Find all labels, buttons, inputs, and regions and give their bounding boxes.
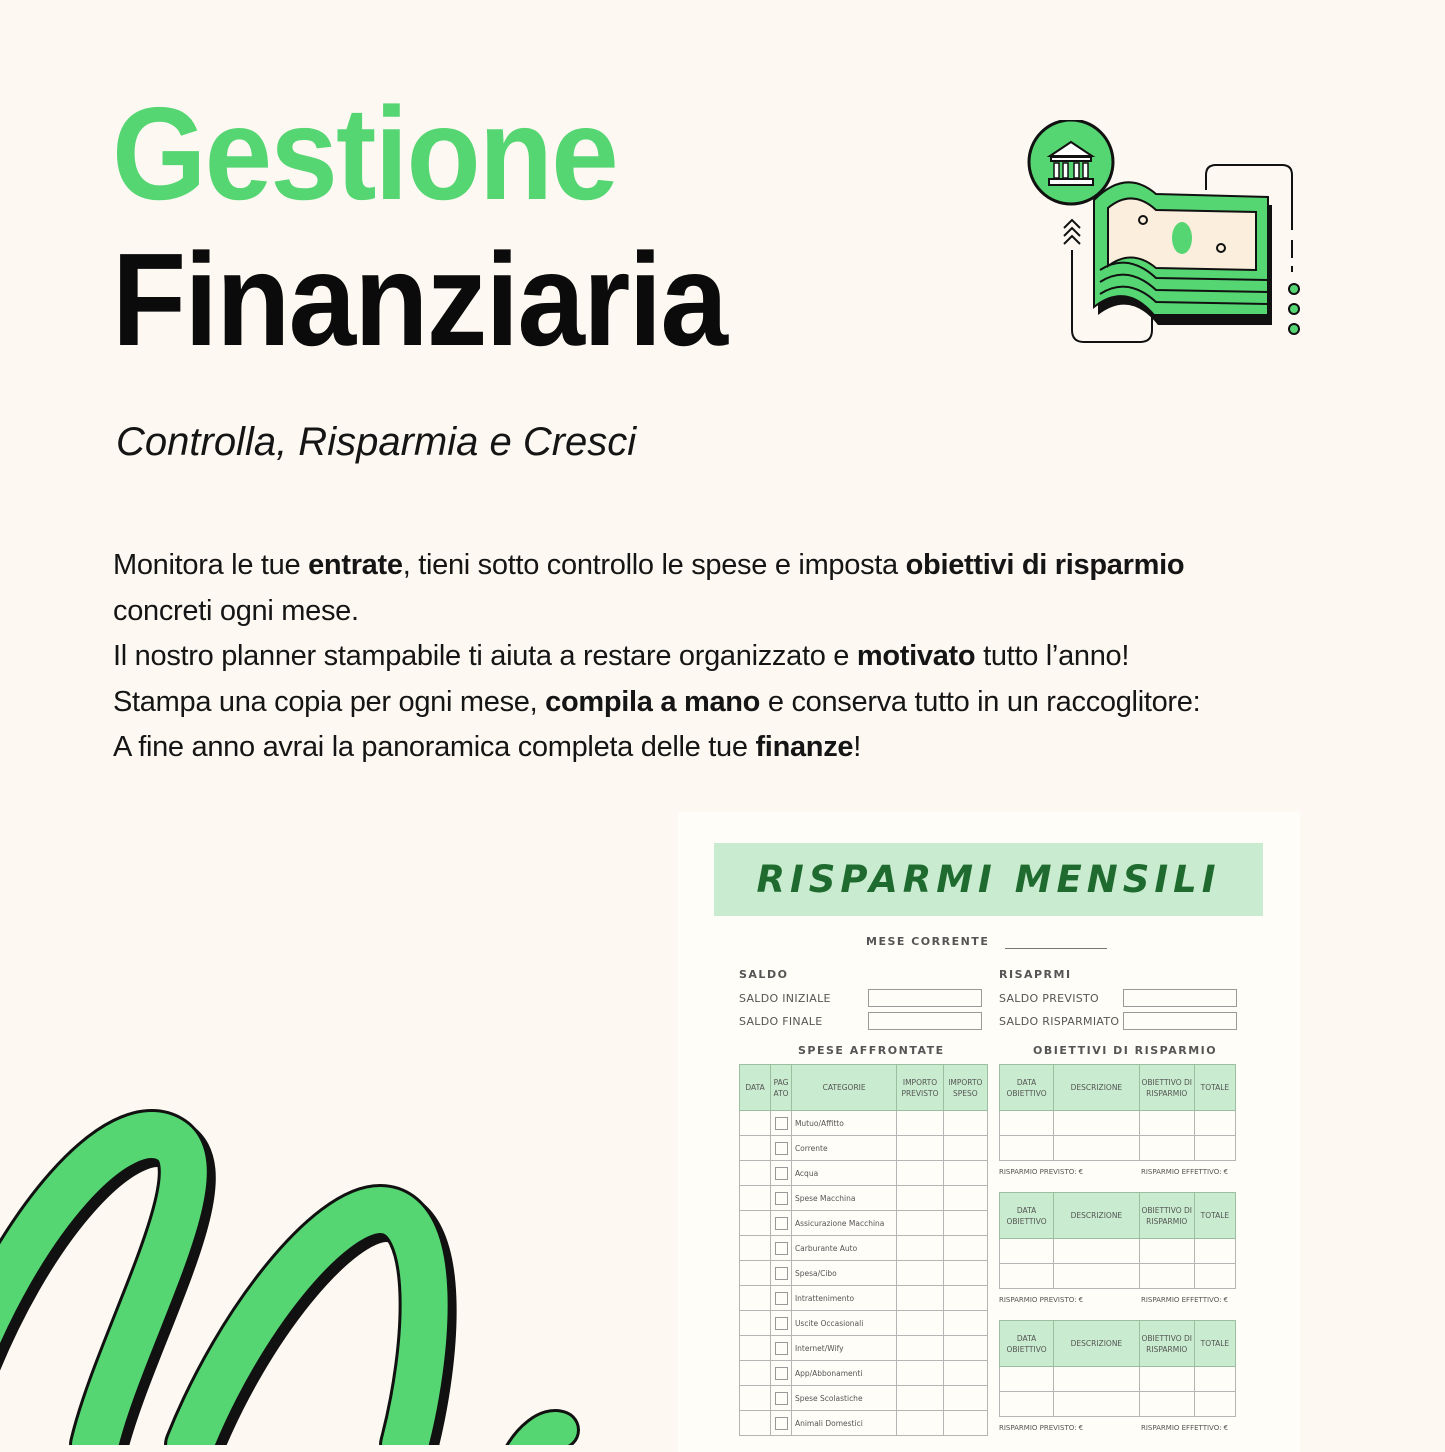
goals-col-header: DATA OBIETTIVO — [1000, 1321, 1054, 1367]
paid-checkbox[interactable] — [775, 1317, 788, 1330]
saldo-saved-label: SALDO RISPARMIATO — [999, 1015, 1120, 1028]
expenses-col-header: IMPORTO SPESO — [943, 1065, 987, 1111]
description-line-1: Monitora le tue entrate, tieni sotto controllo le spese e imposta obiettivi di risparmio — [113, 549, 1185, 581]
goal-cell[interactable] — [1054, 1392, 1140, 1417]
expense-cell[interactable] — [740, 1111, 771, 1136]
goal-cell[interactable] — [1139, 1392, 1194, 1417]
expense-cell[interactable] — [897, 1186, 943, 1211]
goal-cell[interactable] — [1194, 1264, 1235, 1289]
expense-cell[interactable] — [943, 1111, 987, 1136]
squiggle-decoration — [0, 1100, 600, 1445]
category-cell: Acqua — [791, 1161, 896, 1186]
goal-cell[interactable] — [1139, 1239, 1194, 1264]
expense-cell[interactable] — [740, 1261, 771, 1286]
goals-row — [1000, 1392, 1236, 1417]
expenses-table — [739, 1064, 988, 1436]
saldo-expected-box[interactable] — [1123, 989, 1237, 1007]
goal-cell[interactable] — [1139, 1136, 1194, 1161]
paid-checkbox[interactable] — [775, 1142, 788, 1155]
page-title-line1: Gestione — [112, 80, 617, 227]
paid-checkbox[interactable] — [775, 1267, 788, 1280]
category-cell: Uscite Occasionali — [791, 1311, 896, 1336]
paid-checkbox[interactable] — [775, 1392, 788, 1405]
goal-cell[interactable] — [1000, 1392, 1054, 1417]
paid-checkbox-cell[interactable] — [771, 1211, 792, 1236]
paid-checkbox[interactable] — [775, 1192, 788, 1205]
goals-row — [1000, 1264, 1236, 1289]
expenses-row — [740, 1261, 988, 1286]
expense-cell[interactable] — [943, 1186, 987, 1211]
saldo-saved-box[interactable] — [1123, 1012, 1237, 1030]
month-label: MESE CORRENTE — [866, 935, 990, 948]
expense-cell[interactable] — [943, 1411, 987, 1436]
expense-cell[interactable] — [897, 1136, 943, 1161]
category-cell: Intrattenimento — [791, 1286, 896, 1311]
goals-row — [1000, 1239, 1236, 1264]
goal-cell[interactable] — [1054, 1367, 1140, 1392]
paid-checkbox[interactable] — [775, 1242, 788, 1255]
description-line-4: Stampa una copia per ogni mese, compila a mano e conserva tutto in un raccoglitore: — [113, 685, 1201, 718]
paid-checkbox-cell[interactable] — [771, 1311, 792, 1336]
expenses-row — [740, 1236, 988, 1261]
category-cell: Animali Domestici — [791, 1411, 896, 1436]
category-cell: Spesa/Cibo — [791, 1261, 896, 1286]
risparmi-heading: RISAPRMI — [999, 968, 1072, 981]
goals-col-header: OBIETTIVO DI RISPARMIO — [1139, 1321, 1194, 1367]
paid-checkbox-cell[interactable] — [771, 1286, 792, 1311]
goal-cell[interactable] — [1139, 1111, 1194, 1136]
goal-cell[interactable] — [1194, 1367, 1235, 1392]
paid-checkbox-cell[interactable] — [771, 1161, 792, 1186]
planner-sheet — [678, 812, 1300, 1452]
paid-checkbox-cell[interactable] — [771, 1336, 792, 1361]
goals-col-header: DESCRIZIONE — [1054, 1065, 1140, 1111]
expenses-row — [740, 1186, 988, 1211]
expenses-col-header: DATA — [740, 1065, 771, 1111]
category-cell: Internet/Wify — [791, 1336, 896, 1361]
expense-cell[interactable] — [897, 1211, 943, 1236]
expense-cell[interactable] — [943, 1211, 987, 1236]
expense-cell[interactable] — [897, 1311, 943, 1336]
paid-checkbox[interactable] — [775, 1417, 788, 1430]
goal-cell[interactable] — [1000, 1136, 1054, 1161]
category-cell: Mutuo/Affitto — [791, 1111, 896, 1136]
actual-savings-label: RISPARMIO EFFETTIVO: € — [1141, 1424, 1229, 1432]
expenses-row — [740, 1311, 988, 1336]
goal-cell[interactable] — [1054, 1264, 1140, 1289]
expense-cell[interactable] — [897, 1236, 943, 1261]
expense-cell[interactable] — [943, 1236, 987, 1261]
paid-checkbox-cell[interactable] — [771, 1136, 792, 1161]
paid-checkbox-cell[interactable] — [771, 1261, 792, 1286]
page-subtitle: Controlla, Risparmia e Cresci — [116, 420, 637, 464]
month-line — [1005, 948, 1107, 949]
expenses-row — [740, 1161, 988, 1186]
expected-savings-label: RISPARMIO PREVISTO: € — [999, 1296, 1084, 1304]
expense-cell[interactable] — [740, 1336, 771, 1361]
expenses-row — [740, 1336, 988, 1361]
goal-cell[interactable] — [1000, 1367, 1054, 1392]
expense-cell[interactable] — [740, 1286, 771, 1311]
expenses-row — [740, 1411, 988, 1436]
expense-cell[interactable] — [943, 1386, 987, 1411]
goal-cell[interactable] — [1000, 1264, 1054, 1289]
expected-savings-label: RISPARMIO PREVISTO: € — [999, 1168, 1084, 1176]
goals-col-header: TOTALE — [1194, 1065, 1235, 1111]
category-cell: App/Abbonamenti — [791, 1361, 896, 1386]
category-cell: Corrente — [791, 1136, 896, 1161]
goal-cell[interactable] — [1054, 1239, 1140, 1264]
expected-savings-label: RISPARMIO PREVISTO: € — [999, 1424, 1084, 1432]
goal-cell[interactable] — [1194, 1239, 1235, 1264]
paid-checkbox-cell[interactable] — [771, 1411, 792, 1436]
goals-col-header: OBIETTIVO DI RISPARMIO — [1139, 1193, 1194, 1239]
saldo-final-box[interactable] — [868, 1012, 982, 1030]
expense-cell[interactable] — [943, 1361, 987, 1386]
expenses-row — [740, 1211, 988, 1236]
category-cell: Assicurazione Macchina — [791, 1211, 896, 1236]
saldo-final-label: SALDO FINALE — [739, 1015, 823, 1028]
goals-col-header: OBIETTIVO DI RISPARMIO — [1139, 1065, 1194, 1111]
paid-checkbox-cell[interactable] — [771, 1386, 792, 1411]
paid-checkbox[interactable] — [775, 1342, 788, 1355]
paid-checkbox[interactable] — [775, 1217, 788, 1230]
expense-cell[interactable] — [897, 1411, 943, 1436]
goal-cell[interactable] — [1139, 1367, 1194, 1392]
expense-cell[interactable] — [897, 1386, 943, 1411]
paid-checkbox[interactable] — [775, 1117, 788, 1130]
paid-checkbox[interactable] — [775, 1292, 788, 1305]
expenses-row — [740, 1286, 988, 1311]
paid-checkbox[interactable] — [775, 1367, 788, 1380]
goals-row — [1000, 1111, 1236, 1136]
expense-cell[interactable] — [740, 1361, 771, 1386]
expense-cell[interactable] — [740, 1311, 771, 1336]
paid-checkbox-cell[interactable] — [771, 1111, 792, 1136]
goals-col-header: TOTALE — [1194, 1193, 1235, 1239]
expense-cell[interactable] — [740, 1186, 771, 1211]
description-line-2: concreti ogni mese. — [113, 594, 359, 627]
expense-cell[interactable] — [740, 1136, 771, 1161]
category-cell: Spese Macchina — [791, 1186, 896, 1211]
expense-cell[interactable] — [943, 1161, 987, 1186]
saldo-initial-label: SALDO INIZIALE — [739, 992, 831, 1005]
goals-table — [999, 1064, 1236, 1161]
goals-col-header: DESCRIZIONE — [1054, 1193, 1140, 1239]
actual-savings-label: RISPARMIO EFFETTIVO: € — [1141, 1168, 1229, 1176]
goals-row — [1000, 1367, 1236, 1392]
planner-banner — [714, 843, 1263, 916]
goal-cell[interactable] — [1194, 1392, 1235, 1417]
goals-heading: OBIETTIVI DI RISPARMIO — [1033, 1044, 1218, 1057]
expenses-row — [740, 1386, 988, 1411]
expense-cell[interactable] — [740, 1161, 771, 1186]
goals-row — [1000, 1136, 1236, 1161]
expense-cell[interactable] — [897, 1286, 943, 1311]
description-line-5: A fine anno avrai la panoramica completa delle tue finanze! — [113, 731, 862, 763]
expense-cell[interactable] — [897, 1111, 943, 1136]
expense-cell[interactable] — [897, 1261, 943, 1286]
expense-cell[interactable] — [740, 1386, 771, 1411]
expense-cell[interactable] — [740, 1236, 771, 1261]
saldo-expected-label: SALDO PREVISTO — [999, 992, 1100, 1005]
paid-checkbox[interactable] — [775, 1167, 788, 1180]
goals-col-header: DESCRIZIONE — [1054, 1321, 1140, 1367]
expense-cell[interactable] — [943, 1286, 987, 1311]
expense-cell[interactable] — [943, 1336, 987, 1361]
expenses-row — [740, 1136, 988, 1161]
expenses-col-header: CATEGORIE — [791, 1065, 896, 1111]
goals-col-header: TOTALE — [1194, 1321, 1235, 1367]
saldo-heading: SALDO — [739, 968, 789, 981]
description-line-3: Il nostro planner stampabile ti aiuta a restare organizzato e motivato tutto l’anno! — [113, 640, 1130, 672]
goals-table — [999, 1320, 1236, 1417]
goal-cell[interactable] — [1000, 1111, 1054, 1136]
goal-cell[interactable] — [1194, 1136, 1235, 1161]
expense-cell[interactable] — [740, 1211, 771, 1236]
goals-col-header: DATA OBIETTIVO — [1000, 1065, 1054, 1111]
goal-cell[interactable] — [1054, 1136, 1140, 1161]
planner-title: RISPARMI MENSILI — [756, 858, 1221, 901]
category-cell: Carburante Auto — [791, 1236, 896, 1261]
expense-cell[interactable] — [897, 1161, 943, 1186]
expenses-col-header: IMPORTO PREVISTO — [897, 1065, 943, 1111]
expense-cell[interactable] — [943, 1311, 987, 1336]
expense-cell[interactable] — [897, 1336, 943, 1361]
paid-checkbox-cell[interactable] — [771, 1236, 792, 1261]
saldo-initial-box[interactable] — [868, 989, 982, 1007]
expense-cell[interactable] — [897, 1361, 943, 1386]
goal-cell[interactable] — [1194, 1111, 1235, 1136]
goal-cell[interactable] — [1054, 1111, 1140, 1136]
category-cell: Spese Scolastiche — [791, 1386, 896, 1411]
goals-table — [999, 1192, 1236, 1289]
bank-money-icon — [1020, 120, 1310, 350]
expense-cell[interactable] — [740, 1411, 771, 1436]
paid-checkbox-cell[interactable] — [771, 1186, 792, 1211]
expenses-row — [740, 1111, 988, 1136]
expenses-row — [740, 1361, 988, 1386]
goal-cell[interactable] — [1000, 1239, 1054, 1264]
actual-savings-label: RISPARMIO EFFETTIVO: € — [1141, 1296, 1229, 1304]
description — [113, 543, 1263, 771]
goal-cell[interactable] — [1139, 1264, 1194, 1289]
expenses-heading: SPESE AFFRONTATE — [798, 1044, 945, 1057]
expense-cell[interactable] — [943, 1136, 987, 1161]
expense-cell[interactable] — [943, 1261, 987, 1286]
paid-checkbox-cell[interactable] — [771, 1361, 792, 1386]
page-title-line2: Finanziaria — [112, 226, 727, 373]
expenses-col-header: PAG ATO — [771, 1065, 792, 1111]
goals-col-header: DATA OBIETTIVO — [1000, 1193, 1054, 1239]
